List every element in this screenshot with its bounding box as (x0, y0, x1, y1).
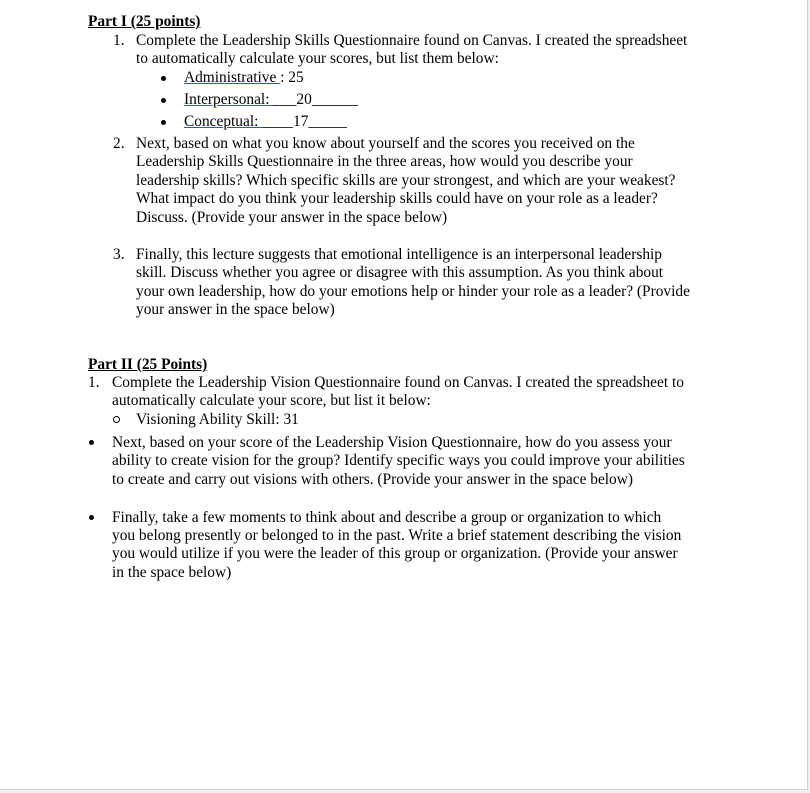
part1-q3-number: 3. (113, 246, 125, 263)
score-conceptual-value: ____17 (262, 113, 309, 130)
part1-q3-line: Finally, this lecture suggests that emotional intelligence is an interpersonal leadership (136, 246, 662, 263)
score-administrative-value: : 25 (280, 69, 304, 86)
part1-q3-line: your own leadership, how do your emotions help or hinder your role as a leader? (Provide (136, 283, 690, 300)
score-interpersonal-label: Interpersonal: (184, 91, 274, 108)
part1-q2-line: Leadership Skills Questionnaire in the three areas, how would you describe your (136, 153, 633, 170)
part1-q2-line: Next, based on what you know about yourself and the scores you received on the (136, 135, 635, 152)
part1-q1-number: 1. (113, 32, 125, 49)
circle-bullet-icon (113, 416, 120, 423)
part1-q3-line: your answer in the space below) (136, 301, 335, 318)
bullet-icon (89, 515, 94, 520)
part1-q1-line1: Complete the Leadership Skills Questionnaire found on Canvas. I created the spreadsheet (136, 32, 688, 49)
part1-q2-number: 2. (113, 135, 125, 152)
bullet-icon (161, 76, 166, 81)
score-interpersonal (184, 91, 358, 110)
score-administrative-label: Administrative (184, 69, 281, 86)
part1-q2-line: leadership skills? Which specific skills are your strongest, and which are your weakest? (136, 172, 676, 189)
part2-b2-line: ability to create vision for the group? Identify specific ways you could improve your abilities (112, 452, 685, 469)
part1-q1-line2: to automatically calculate your scores, but list them below: (136, 50, 499, 67)
part2-q1-number: 1. (88, 374, 100, 391)
part1-q2-line: Discuss. (Provide your answer in the space below) (136, 209, 448, 226)
part1-heading: Part I (25 points) (88, 13, 201, 30)
bullet-icon (161, 98, 166, 103)
score-interpersonal-value: ___20 (273, 91, 312, 108)
score-conceptual-tail: _____ (308, 113, 347, 130)
part1-q3-line: skill. Discuss whether you agree or disagree with this assumption. As you think about (136, 264, 664, 281)
part2-b3-line: you would utilize if you were the leader of this group or organization. (Provide your answer (112, 545, 678, 562)
score-interpersonal-tail: ______ (311, 91, 358, 108)
bullet-icon (89, 440, 94, 445)
bullet-icon (161, 120, 166, 125)
part2-b3-line: in the space below) (112, 564, 232, 581)
part2-b2-line: Next, based on your score of the Leadership Vision Questionnaire, how do you assess your (112, 434, 672, 451)
part1-q2-line: What impact do you think your leadership skills could have on your role as a leader? (136, 190, 658, 207)
part2-b3-line: Finally, take a few moments to think about and describe a group or organization to which (112, 509, 662, 526)
part2-b2-line: to create and carry out visions with others. (Provide your answer in the space below) (112, 471, 633, 488)
part2-heading: Part II (25 Points) (88, 356, 208, 373)
part2-q1-line1: Complete the Leadership Vision Questionnaire found on Canvas. I created the spreadsheet to (112, 374, 684, 391)
visioning-score: Visioning Ability Skill: 31 (136, 411, 299, 428)
score-administrative (184, 69, 304, 88)
part2-q1-line2: automatically calculate your score, but list it below: (112, 392, 431, 409)
score-conceptual-label: Conceptual: (184, 113, 263, 130)
score-conceptual (184, 113, 347, 132)
part2-b3-line: you belong presently or belonged to in the past. Write a brief statement describing the vision (112, 527, 682, 544)
